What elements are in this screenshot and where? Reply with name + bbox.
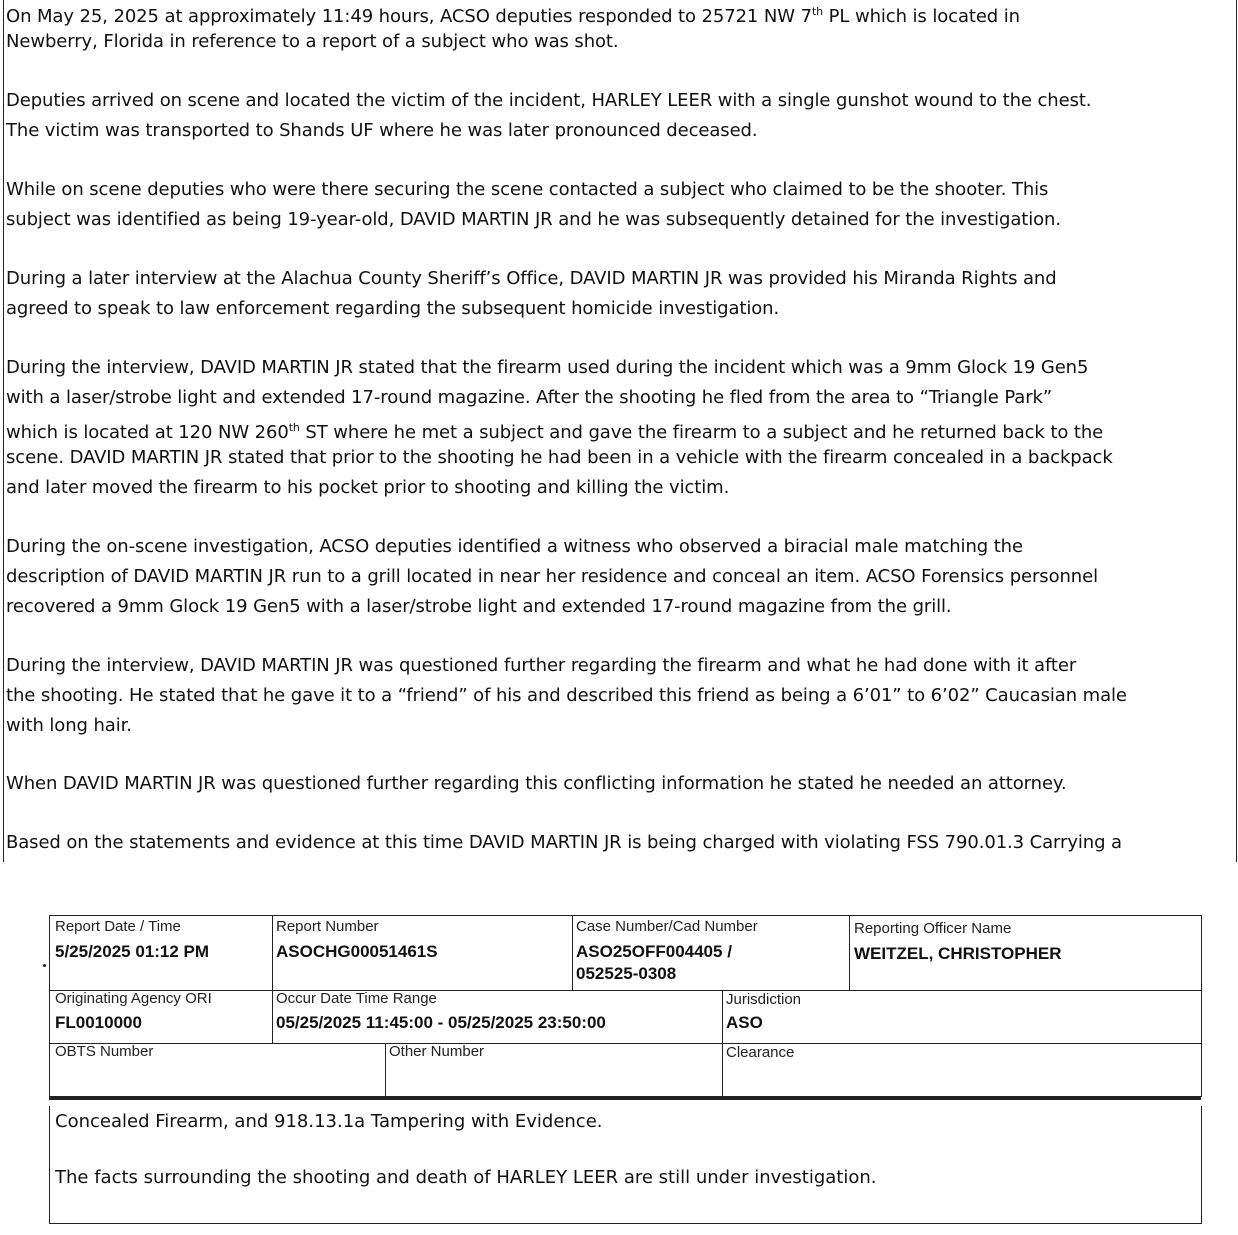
- case-number-value-1: ASO25OFF004405 /: [576, 942, 732, 961]
- narrative-line: agreed to speak to law enforcement regarding the subsequent homicide investigation.: [6, 298, 780, 319]
- narrative-line: Based on the statements and evidence at this time DAVID MARTIN JR is being charged with violating FSS 790.01.3 Carrying a: [6, 832, 1122, 853]
- narrative-line: recovered a 9mm Glock 19 Gen5 with a laser/strobe light and extended 17-round magazine from the grill.: [6, 596, 952, 617]
- narrative-line: and later moved the firearm to his pocket prior to shooting and killing the victim.: [6, 477, 730, 498]
- narrative-line: During the interview, DAVID MARTIN JR stated that the firearm used during the incident which was a 9mm Glock 19 Gen5: [6, 357, 1089, 378]
- scan-mark: [43, 964, 46, 967]
- narrative-line: scene. DAVID MARTIN JR stated that prior to the shooting he had been in a vehicle with the firearm concealed in a backpack: [6, 447, 1113, 468]
- narrative-line: the shooting. He stated that he gave it to a “friend” of his and described this friend as being a 6’01” to 6’02” Caucasian male: [6, 685, 1127, 706]
- obts-label: OBTS Number: [55, 1043, 154, 1060]
- form-divider: [849, 916, 850, 990]
- occur-value: 05/25/2025 11:45:00 - 05/25/2025 23:50:00: [276, 1013, 606, 1032]
- jurisdiction-label: Jurisdiction: [726, 991, 802, 1008]
- narrative-line: During the interview, DAVID MARTIN JR was questioned further regarding the firearm and what he had done with it after: [6, 655, 1077, 676]
- superscript: th: [288, 421, 300, 434]
- narrative-line: While on scene deputies who were there securing the scene contacted a subject who claimed to be the shooter. This: [6, 179, 1049, 200]
- narrative-line: During the on-scene investigation, ACSO deputies identified a witness who observed a biracial male matching the: [6, 536, 1023, 557]
- officer-label: Reporting Officer Name: [854, 920, 1012, 937]
- form-divider: [722, 990, 723, 1096]
- narrative-line: The victim was transported to Shands UF where he was later pronounced deceased.: [6, 120, 758, 141]
- narrative-line: When DAVID MARTIN JR was questioned further regarding this conflicting information he stated he needed an attorney.: [6, 773, 1067, 794]
- continuation-section: [49, 1106, 1202, 1224]
- narrative-section: [3, 0, 1237, 862]
- narrative-line: [6, 416, 1103, 445]
- other-number-label: Other Number: [389, 1043, 485, 1060]
- jurisdiction-value: ASO: [726, 1013, 763, 1032]
- text-span: PL which is located in: [823, 6, 1020, 27]
- form-divider: [50, 990, 1201, 991]
- text-span: which is located at 120 NW 260: [6, 422, 289, 443]
- narrative-line: [6, 0, 1020, 29]
- narrative-line: subject was identified as being 19-year-old, DAVID MARTIN JR and he was subsequently detained for the investigation.: [6, 209, 1061, 230]
- continuation-line: Concealed Firearm, and 918.13.1a Tampering with Evidence.: [55, 1111, 603, 1132]
- ori-value: FL0010000: [55, 1013, 142, 1032]
- case-number-value-2: 052525-0308: [576, 964, 677, 983]
- form-divider: [385, 1043, 386, 1096]
- narrative-line: During a later interview at the Alachua County Sheriff’s Office, DAVID MARTIN JR was provided his Miranda Rights and: [6, 268, 1057, 289]
- clearance-label: Clearance: [726, 1044, 795, 1061]
- officer-value: WEITZEL, CHRISTOPHER: [854, 944, 1062, 963]
- form-separator: [49, 1097, 1201, 1100]
- narrative-line: description of DAVID MARTIN JR run to a grill located in near her residence and conceal an item. ACSO Forensics personnel: [6, 566, 1098, 587]
- report-number-value: ASOCHG00051461S: [276, 942, 438, 961]
- report-header-form: [49, 915, 1202, 1097]
- occur-label: Occur Date Time Range: [276, 990, 437, 1007]
- superscript: th: [811, 5, 824, 18]
- form-divider: [572, 916, 573, 990]
- text-span: ST where he met a subject and gave the firearm to a subject and he returned back to the: [299, 422, 1104, 443]
- narrative-line: with long hair.: [6, 715, 132, 736]
- ori-label: Originating Agency ORI: [55, 990, 212, 1007]
- narrative-line: Deputies arrived on scene and located the victim of the incident, HARLEY LEER with a single gunshot wound to the chest.: [6, 90, 1092, 111]
- narrative-line: Newberry, Florida in reference to a report of a subject who was shot.: [6, 31, 619, 52]
- report-number-label: Report Number: [276, 918, 379, 935]
- report-date-value: 5/25/2025 01:12 PM: [55, 942, 210, 961]
- narrative-line: with a laser/strobe light and extended 17-round magazine. After the shooting he fled from the area to “Triangle Park”: [6, 387, 1053, 408]
- form-divider: [50, 1043, 1201, 1044]
- report-date-label: Report Date / Time: [55, 918, 181, 935]
- form-divider: [272, 916, 273, 1043]
- text-span: On May 25, 2025 at approximately 11:49 hours, ACSO deputies responded to 25721 NW 7: [6, 6, 812, 27]
- case-number-label: Case Number/Cad Number: [576, 918, 758, 935]
- continuation-line: The facts surrounding the shooting and death of HARLEY LEER are still under investigation.: [55, 1167, 877, 1188]
